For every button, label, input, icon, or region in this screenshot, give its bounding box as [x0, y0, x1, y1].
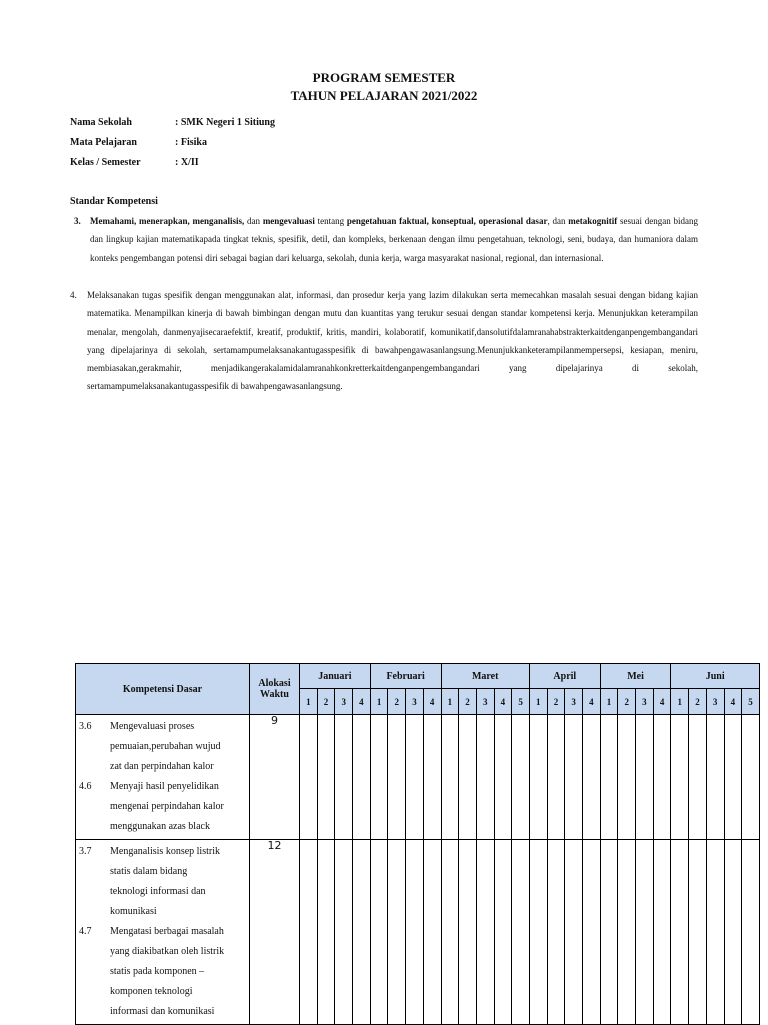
week-cell [476, 840, 494, 1025]
week-header: 1 [300, 689, 318, 715]
week-cell [459, 715, 477, 840]
kd-code [79, 942, 110, 962]
kompetensi-dasar-cell [76, 840, 250, 1025]
table-row [76, 840, 760, 1025]
week-cell [618, 840, 636, 1025]
week-cell [724, 840, 742, 1025]
kd-code [79, 982, 110, 1002]
kd-text: komponen teknologi [110, 986, 193, 997]
week-header: 2 [459, 689, 477, 715]
info-row-class [70, 157, 275, 177]
week-header: 4 [653, 689, 671, 715]
week-cell [636, 715, 654, 840]
week-cell [706, 715, 724, 840]
week-cell [406, 715, 424, 840]
kd-code: 3.6 [79, 721, 92, 732]
week-header: 1 [671, 689, 689, 715]
week-cell [724, 715, 742, 840]
week-cell [653, 715, 671, 840]
week-header: 3 [406, 689, 424, 715]
week-cell [689, 715, 707, 840]
week-cell [512, 840, 530, 1025]
kd-text: zat dan perpindahan kalor [110, 761, 214, 772]
week-header: 2 [689, 689, 707, 715]
info-value: : Fisika [175, 137, 207, 148]
week-cell [476, 715, 494, 840]
kd-text: yang diakibatkan oleh listrik [110, 946, 225, 957]
week-cell [529, 840, 547, 1025]
week-cell [583, 715, 601, 840]
week-header: 1 [600, 689, 618, 715]
kd-code [79, 962, 110, 982]
week-cell [406, 840, 424, 1025]
week-cell [353, 715, 371, 840]
week-cell [300, 840, 318, 1025]
week-header: 4 [583, 689, 601, 715]
kd-code [79, 817, 110, 837]
week-header: 1 [441, 689, 459, 715]
standar-kompetensi-item-4 [70, 286, 698, 396]
week-header: 3 [565, 689, 583, 715]
week-cell [671, 715, 689, 840]
kd-text: menggunakan azas black [110, 821, 210, 832]
week-header: 5 [512, 689, 530, 715]
item-number: 4. [70, 290, 77, 300]
week-cell [706, 840, 724, 1025]
document-title: PROGRAM SEMESTER [312, 70, 456, 85]
kd-text: Menyaji hasil penyelidikan [110, 781, 219, 792]
month-header: Mei [600, 664, 671, 689]
document-subtitle: TAHUN PELAJARAN 2021/2022 [290, 88, 478, 103]
week-cell [636, 840, 654, 1025]
week-cell [388, 715, 406, 840]
week-cell [600, 715, 618, 840]
header-alokasi-waktu: Alokasi Waktu [250, 664, 300, 715]
header-kompetensi-dasar: Kompetensi Dasar [76, 664, 250, 715]
kd-code [79, 757, 110, 777]
week-cell [388, 840, 406, 1025]
week-cell [547, 715, 565, 840]
week-cell [441, 840, 459, 1025]
week-header: 5 [742, 689, 760, 715]
week-cell [423, 715, 441, 840]
week-cell [441, 715, 459, 840]
week-cell [565, 715, 583, 840]
kd-text: Menganalisis konsep listrik [110, 846, 220, 857]
month-header: April [529, 664, 600, 689]
week-header: 2 [388, 689, 406, 715]
week-cell [547, 840, 565, 1025]
info-row-school [70, 117, 275, 137]
month-header: Februari [370, 664, 441, 689]
kd-code [79, 737, 110, 757]
kd-code [79, 902, 110, 922]
week-header: 3 [335, 689, 353, 715]
week-cell [494, 715, 512, 840]
week-cell [653, 840, 671, 1025]
week-header: 3 [706, 689, 724, 715]
kd-text: statis pada komponen – [110, 966, 205, 977]
week-header: 4 [353, 689, 371, 715]
kd-code: 4.7 [79, 926, 92, 937]
month-header: Juni [671, 664, 759, 689]
info-label: Mata Pelajaran [70, 137, 137, 148]
week-header: 2 [317, 689, 335, 715]
week-header: 1 [529, 689, 547, 715]
kd-text: teknologi informasi dan [110, 886, 206, 897]
week-header: 1 [370, 689, 388, 715]
week-cell [565, 840, 583, 1025]
info-label: Nama Sekolah [70, 117, 132, 128]
week-cell [618, 715, 636, 840]
week-cell [423, 840, 441, 1025]
kd-text: statis dalam bidang [110, 866, 188, 877]
week-cell [689, 840, 707, 1025]
kd-text: informasi dan komunikasi [110, 1006, 215, 1017]
item-text: Memahami, menerapkan, menganalisis, dan mengevaluasi tentang pengetahuan faktual, konseptual, operasional dasar, dan metakognitif sesuai dengan bidang dan lingkup kajian matematikapada tingkat teknis, spesifik, detil, dan kompleks, berkenaan dengan ilmu pengetahuan, teknologi, seni, budaya, dan humaniora dalam konteks pengembangan potensi diri sebagai bagian dari keluarga, sekolah, dunia kerja, warga masyarakat nasional, regional, dan internasional. [90, 216, 698, 263]
info-label: Kelas / Semester [70, 157, 141, 168]
standar-kompetensi-item-3 [70, 212, 698, 267]
week-cell [494, 840, 512, 1025]
kompetensi-dasar-cell [76, 715, 250, 840]
item-text: Melaksanakan tugas spesifik dengan menggunakan alat, informasi, dan prosedur kerja yang lazim dilakukan serta memecahkan masalah sesuai dengan bidang kajian matematika. Menampilkan kinerja di bawah bimbingan dengan mutu dan kuantitas yang terukur sesuai dengan standar kompetensi kerja. Menunjukkan keterampilan menalar, mengolah, danmenyajisecaraefektif, kreatif, produktif, kritis, mandiri, kolaboratif, komunikatif,dansolutifdalamranahabstrakterkaitdenganpengembangandari yang dipelajarinya di sekolah, sertamampumelaksanakantugasspesifik di bawahpengawasanlangsung.Menunjukkanketerampilanmempersepsi, kesiapan, meniru, membiasakan,gerakmahir, menjadikangerakalamidalamranahkonkretterkaitdenganpengembangandari yang dipelajarinya di sekolah, sertamampumelaksanakantugasspesifik di bawahpengawasanlangsung. [87, 290, 698, 392]
kd-text: komunikasi [110, 906, 157, 917]
week-header: 3 [636, 689, 654, 715]
program-semester-table [75, 663, 760, 1025]
alokasi-waktu-cell: 9 [250, 715, 300, 840]
item-number: 3. [74, 216, 81, 226]
info-value: : X/II [175, 157, 199, 168]
kd-code: 3.7 [79, 846, 92, 857]
week-cell [583, 840, 601, 1025]
kd-text: pemuaian,perubahan wujud [110, 741, 221, 752]
kd-text: Mengevaluasi proses [110, 721, 195, 732]
week-cell [370, 715, 388, 840]
info-row-subject [70, 137, 275, 157]
week-header: 4 [494, 689, 512, 715]
week-cell [459, 840, 477, 1025]
month-header: Maret [441, 664, 529, 689]
kd-text: mengenai perpindahan kalor [110, 801, 224, 812]
week-cell [317, 840, 335, 1025]
kd-code [79, 1002, 110, 1022]
week-cell [671, 840, 689, 1025]
week-header: 2 [618, 689, 636, 715]
week-cell [300, 715, 318, 840]
kd-code [79, 797, 110, 817]
week-cell [370, 840, 388, 1025]
info-value: : SMK Negeri 1 Sitiung [175, 117, 275, 128]
school-info [70, 117, 275, 177]
alokasi-waktu-cell: 12 [250, 840, 300, 1025]
week-cell [335, 840, 353, 1025]
kd-code: 4.6 [79, 781, 92, 792]
week-cell [600, 840, 618, 1025]
week-cell [529, 715, 547, 840]
kd-code [79, 862, 110, 882]
week-header: 2 [547, 689, 565, 715]
week-header: 3 [476, 689, 494, 715]
week-header: 4 [724, 689, 742, 715]
week-cell [317, 715, 335, 840]
standar-kompetensi-heading: Standar Kompetensi [70, 196, 158, 207]
month-header: Januari [300, 664, 371, 689]
week-header: 4 [423, 689, 441, 715]
week-cell [353, 840, 371, 1025]
kd-text: Mengatasi berbagai masalah [110, 926, 224, 937]
kd-code [79, 882, 110, 902]
week-cell [742, 840, 760, 1025]
week-cell [742, 715, 760, 840]
table-row [76, 715, 760, 840]
week-cell [335, 715, 353, 840]
week-cell [512, 715, 530, 840]
